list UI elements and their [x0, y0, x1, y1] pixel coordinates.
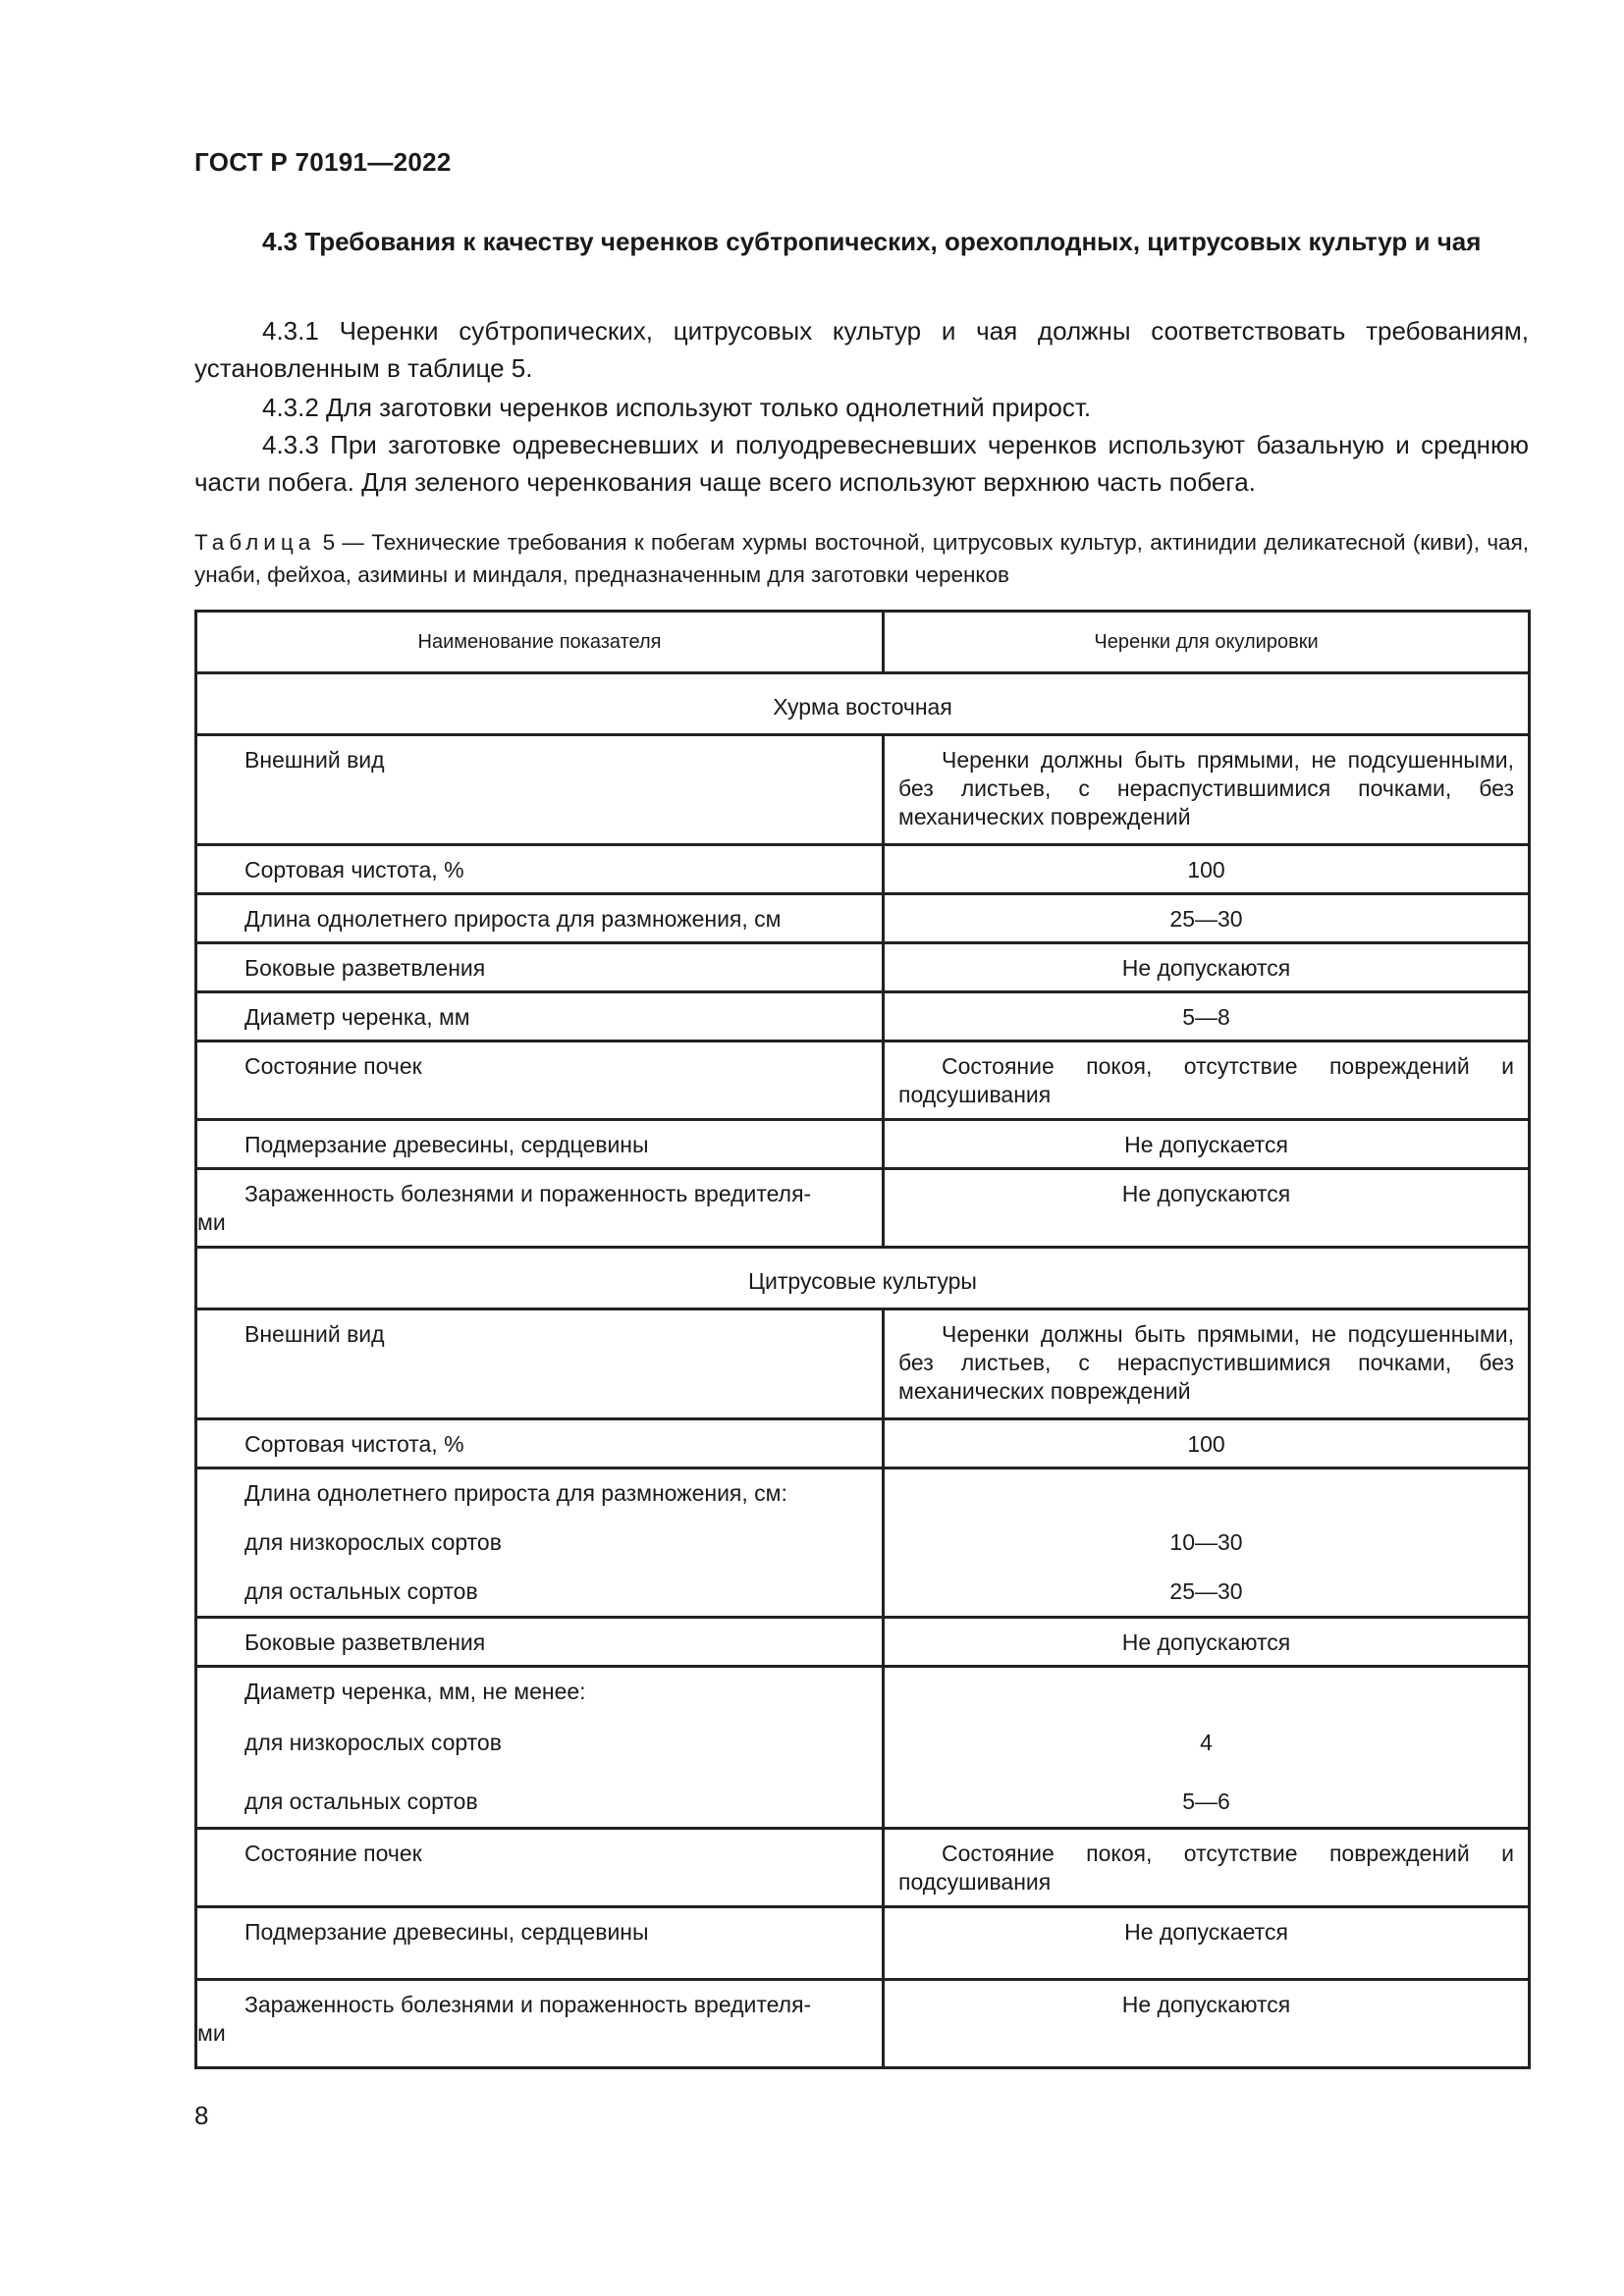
- paragraph-4-3-2: 4.3.2 Для заготовки черенков используют только однолетний прирост.: [262, 393, 1092, 422]
- table-row: [196, 1120, 1530, 1169]
- group-title: Хурма восточная: [196, 673, 1530, 735]
- row-sub-label: для низкорослых сортов: [244, 1529, 502, 1555]
- table-row: [196, 1829, 1530, 1907]
- table-caption: [194, 526, 1529, 591]
- row-name-line1: Зараженность болезнями и пораженность вредителя-: [244, 1992, 812, 2017]
- row-name-line1: Зараженность болезнями и пораженность вредителя-: [244, 1181, 812, 1206]
- row-name: Боковые разветвления: [196, 1618, 884, 1667]
- row-sub-label: для остальных сортов: [244, 1789, 478, 1814]
- row-value: 5—8: [884, 992, 1530, 1041]
- column-header-cuttings: Черенки для окулировки: [884, 612, 1530, 673]
- table-row: [196, 1041, 1530, 1120]
- row-name-main: Длина однолетнего прироста для размножения, см:: [244, 1480, 787, 1506]
- row-sub-value: 10—30: [1169, 1529, 1243, 1555]
- document-code: ГОСТ Р 70191—2022: [194, 147, 452, 177]
- table-row: [196, 1419, 1530, 1468]
- row-name: Внешний вид: [196, 735, 884, 845]
- row-name: [196, 1667, 884, 1829]
- row-value: Не допускается: [884, 1120, 1530, 1169]
- row-sub-label: для остальных сортов: [244, 1578, 478, 1604]
- table-row: [196, 1980, 1530, 2068]
- table-row: [196, 992, 1530, 1041]
- row-sub-value: 5—6: [1182, 1789, 1230, 1814]
- page-number: 8: [194, 2101, 209, 2130]
- table-row: [196, 1667, 1530, 1829]
- group-title: Цитрусовые культуры: [196, 1248, 1530, 1309]
- row-value: Не допускаются: [884, 1618, 1530, 1667]
- paragraph-4-3-3: 4.3.3 При заготовке одревесневших и полуодревесневших черенков используют базальную и среднюю части побега. Для зеленого черенкования чаще всего используют верхнюю часть побега.: [194, 430, 1529, 497]
- row-name-line2: ми: [197, 1209, 226, 1235]
- row-value: Состояние покоя, отсутствие повреждений и подсушивания: [884, 1829, 1530, 1907]
- row-value: 25—30: [884, 894, 1530, 943]
- table-caption-text: 5 — Технические требования к побегам хурмы восточной, цитрусовых культур, актинидии деликатесной (киви), чая, унаби, фейхоа, азимины и миндаля, предназначенным для заготовки черенков: [194, 530, 1529, 587]
- row-sub-value: 4: [1200, 1730, 1213, 1755]
- row-name: Состояние почек: [196, 1829, 884, 1907]
- row-value: 100: [884, 845, 1530, 894]
- row-name: [196, 1980, 884, 2068]
- row-name: Подмерзание древесины, сердцевины: [196, 1907, 884, 1980]
- row-value: Не допускается: [884, 1907, 1530, 1980]
- table-row: [196, 1309, 1530, 1419]
- table-row: [196, 943, 1530, 992]
- row-name: Состояние почек: [196, 1041, 884, 1120]
- table-caption-label: Таблица: [194, 530, 316, 555]
- group-header-row: [196, 673, 1530, 735]
- row-sub-value: 25—30: [1169, 1578, 1243, 1604]
- table-row: [196, 1468, 1530, 1618]
- table-row: [196, 735, 1530, 845]
- row-value: Черенки должны быть прямыми, не подсушенными, без листьев, с нераспустившимися почками, без механических повреждений: [884, 1309, 1530, 1419]
- table-row: [196, 1169, 1530, 1248]
- row-name: [196, 1468, 884, 1618]
- row-name-main: Диаметр черенка, мм, не менее:: [244, 1679, 586, 1704]
- table-row: [196, 1618, 1530, 1667]
- section-title: 4.3 Требования к качеству черенков субтропических, орехоплодных, цитрусовых культур и чая: [262, 227, 1482, 256]
- table-row: [196, 894, 1530, 943]
- row-value: 100: [884, 1419, 1530, 1468]
- requirements-table: [194, 610, 1531, 2069]
- group-header-row: [196, 1248, 1530, 1309]
- row-value: Не допускаются: [884, 1169, 1530, 1248]
- table-row: [196, 1907, 1530, 1980]
- row-value: [884, 1667, 1530, 1829]
- row-name: Внешний вид: [196, 1309, 884, 1419]
- row-value: Состояние покоя, отсутствие повреждений и подсушивания: [884, 1041, 1530, 1120]
- row-value: Не допускаются: [884, 1980, 1530, 2068]
- row-value: [884, 1468, 1530, 1618]
- table-header-row: [196, 612, 1530, 673]
- row-value: Не допускаются: [884, 943, 1530, 992]
- row-name: [196, 1169, 884, 1248]
- paragraph-4-3-1: 4.3.1 Черенки субтропических, цитрусовых культур и чая должны соответствовать требованиям, установленным в таблице 5.: [194, 316, 1529, 383]
- row-name: Сортовая чистота, %: [196, 1419, 884, 1468]
- row-name: Боковые разветвления: [196, 943, 884, 992]
- row-name: Длина однолетнего прироста для размножения, см: [196, 894, 884, 943]
- row-name: Сортовая чистота, %: [196, 845, 884, 894]
- column-header-indicator: Наименование показателя: [196, 612, 884, 673]
- row-name: Диаметр черенка, мм: [196, 992, 884, 1041]
- table-row: [196, 845, 1530, 894]
- row-name-line2: ми: [197, 2020, 226, 2046]
- row-value: Черенки должны быть прямыми, не подсушенными, без листьев, с нераспустившимися почками, без механических повреждений: [884, 735, 1530, 845]
- row-name: Подмерзание древесины, сердцевины: [196, 1120, 884, 1169]
- row-sub-label: для низкорослых сортов: [244, 1730, 502, 1755]
